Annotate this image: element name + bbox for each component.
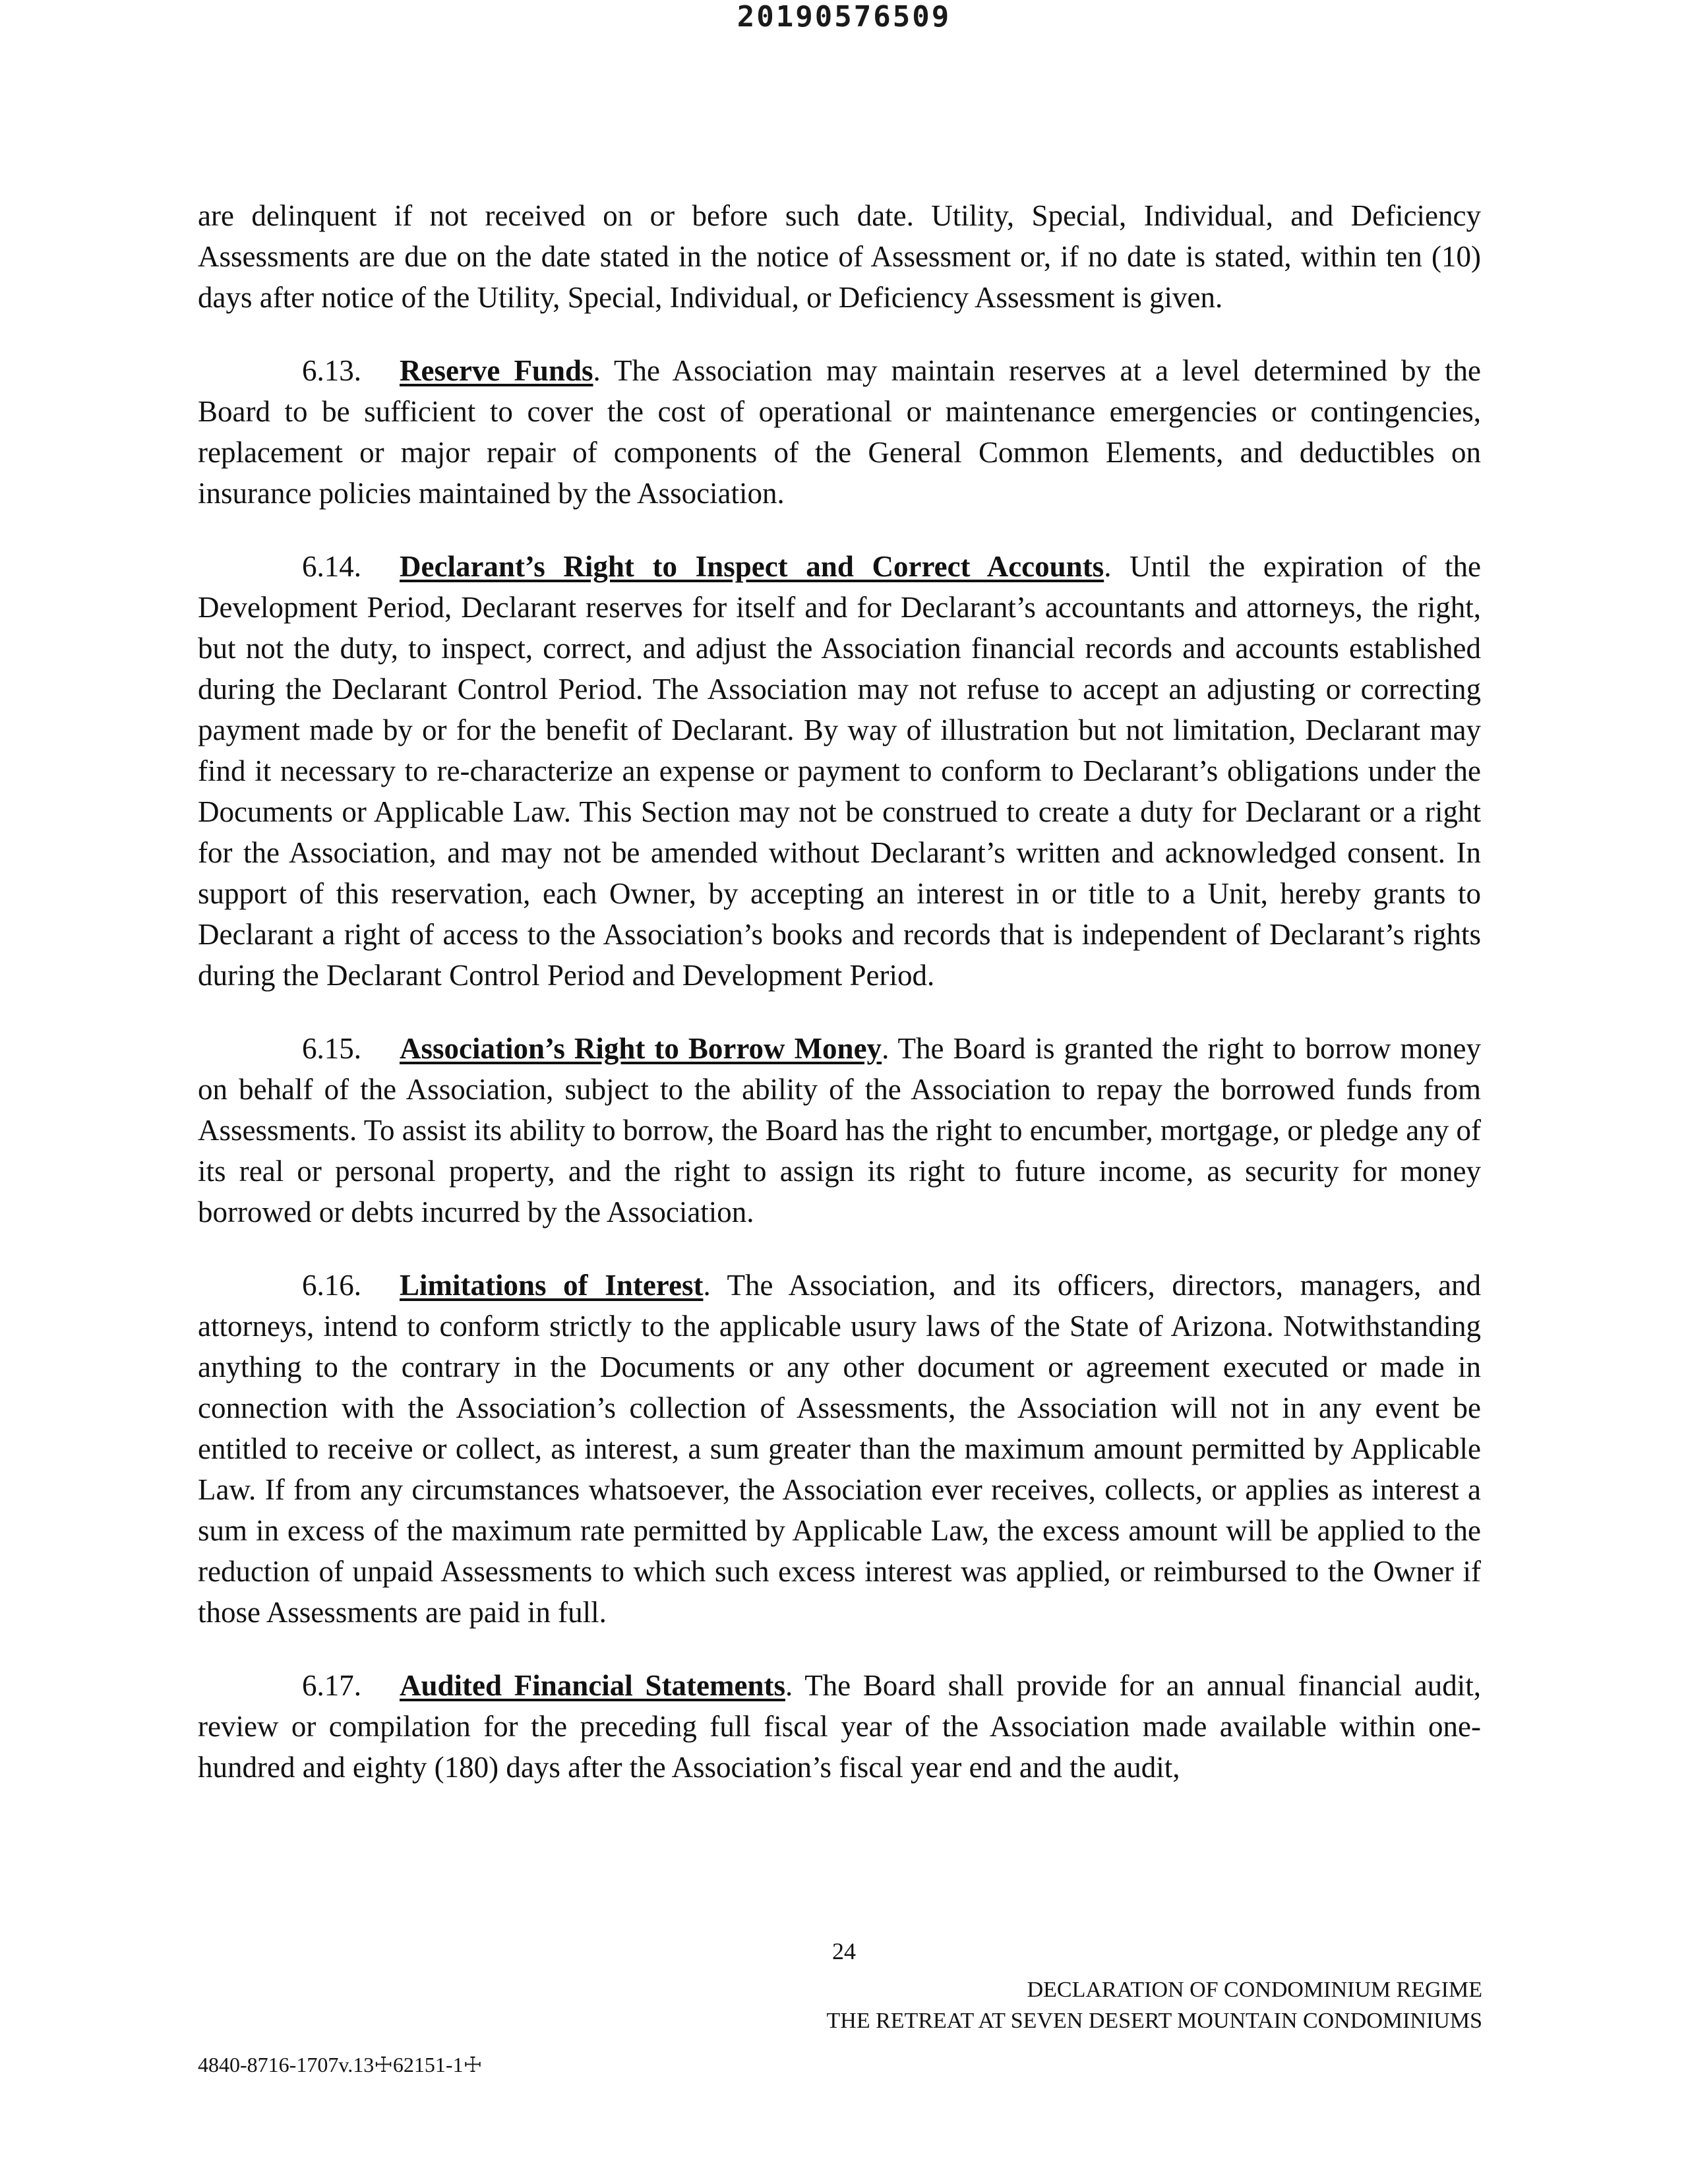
section-6-15: 6.15. Association’s Right to Borrow Money. The Board is granted the right to borrow money on behalf of the Association, subject to the ability of the Association to repay the borrowed funds from Assessments. To assist its ability to borrow, the Board has the right to encumber, mortgage, or pledge any of its real or personal property, and the right to assign its right to future income, as security for money borrowed or debts incurred by the Association. <box>198 1028 1481 1232</box>
section-body: The Board is granted the right to borrow money on behalf of the Association, subject to the ability of the Association to repay the borrowed funds from Assessments. To assist its ability to borrow, the Board has the right to encumber, mortgage, or pledge any of its real or personal property, and the right to assign its right to future income, as security for money borrowed or debts incurred by the Association. <box>198 1032 1482 1228</box>
intro-paragraph: are delinquent if not received on or before such date. Utility, Special, Individual, and Deficiency Assessments are due on the date stated in the notice of Assessment or, if no date is stated, within ten (10) days after notice of the Utility, Special, Individual, or Deficiency Assessment is given. <box>198 199 1481 314</box>
section-number: 6.14. <box>302 550 361 583</box>
recording-number: 20190576509 <box>737 0 951 34</box>
section-6-13: 6.13. Reserve Funds. The Association may maintain reserves at a level determined by the Board to be sufficient to cover the cost of operational or maintenance emergencies or contingencies, replacement or major repair of components of the General Common Elements, and deductibles on insurance policies maintained by the Association. <box>198 350 1481 514</box>
section-body: Until the expiration of the Development Period, Declarant reserves for itself and for Declarant’s accountants and attorneys, the right, but not the duty, to inspect, correct, and adjust the Association financial records and accounts established during the Declarant Control Period. The Association may not refuse to accept an adjusting or correcting payment made by or for the benefit of Declarant. By way of illustration but not limitation, Declarant may find it necessary to re-characterize an expense or payment to conform to Declarant’s obligations under the Documents or Applicable Law. This Section may not be construed to create a duty for Declarant or a right for the Association, and may not be amended without Declarant’s written and acknowledged consent. In support of this reservation, each Owner, by accepting an interest in or title to a Unit, hereby grants to Declarant a right of access to the Association’s books and records that is independent of Declarant’s rights during the Declarant Control Period and Development Period. <box>198 550 1482 992</box>
section-heading: Declarant’s Right to Inspect and Correct Accounts <box>400 550 1104 583</box>
section-heading: Association’s Right to Borrow Money <box>400 1032 882 1065</box>
section-number: 6.13. <box>302 354 361 387</box>
section-6-16: 6.16. Limitations of Interest. The Association, and its officers, directors, managers, and attorneys, intend to conform strictly to the applicable usury laws of the State of Arizona. Notwithstanding anything to the contrary in the Documents or any other document or agreement executed or made in connection with the Association’s collection of Assessments, the Association will not in any event be entitled to receive or collect, as interest, a sum greater than the maximum amount permitted by Applicable Law. If from any circumstances whatsoever, the Association ever receives, collects, or applies as interest a sum in excess of the maximum rate permitted by Applicable Law, the excess amount will be applied to the reduction of unpaid Assessments to which such excess interest was applied, or reimbursed to the Owner if those Assessments are paid in full. <box>198 1265 1481 1633</box>
footer-title-line-2: THE RETREAT AT SEVEN DESERT MOUNTAIN CONDOMINIUMS <box>826 2009 1482 2033</box>
section-body: The Board shall provide for an annual financial audit, review or compilation for the preceding full fiscal year of the Association made available within one-hundred and eighty (180) days after the Association’s fiscal year end and the audit, <box>198 1669 1482 1784</box>
section-number: 6.16. <box>302 1269 361 1302</box>
page-number: 24 <box>832 1938 856 1964</box>
section-heading: Reserve Funds <box>400 354 593 387</box>
section-body: The Association, and its officers, directors, managers, and attorneys, intend to conform strictly to the applicable usury laws of the State of Arizona. Notwithstanding anything to the contrary in the Documents or any other document or agreement executed or made in connection with the Association’s collection of Assessments, the Association will not in any event be entitled to receive or collect, as interest, a sum greater than the maximum amount permitted by Applicable Law. If from any circumstances whatsoever, the Association ever receives, collects, or applies as interest a sum in excess of the maximum rate permitted by Applicable Law, the excess amount will be applied to the reduction of unpaid Assessments to which such excess interest was applied, or reimbursed to the Owner if those Assessments are paid in full. <box>198 1269 1482 1629</box>
footer-title <box>827 1974 1482 2036</box>
section-number: 6.15. <box>302 1032 361 1065</box>
section-6-17: 6.17. Audited Financial Statements. The Board shall provide for an annual financial audit, review or compilation for the preceding full fiscal year of the Association made available within one-hundred and eighty (180) days after the Association’s fiscal year end and the audit, <box>198 1665 1481 1788</box>
section-number: 6.17. <box>302 1669 361 1702</box>
document-id: 4840-8716-1707v.13☩62151-1☩ <box>198 2053 483 2077</box>
section-body: The Association may maintain reserves at a level determined by the Board to be sufficient to cover the cost of operational or maintenance emergencies or contingencies, replacement or major repair of components of the General Common Elements, and deductibles on insurance policies maintained by the Association. <box>198 354 1482 510</box>
section-6-14: 6.14. Declarant’s Right to Inspect and Correct Accounts. Until the expiration of the Development Period, Declarant reserves for itself and for Declarant’s accountants and attorneys, the right, but not the duty, to inspect, correct, and adjust the Association financial records and accounts established during the Declarant Control Period. The Association may not refuse to accept an adjusting or correcting payment made by or for the benefit of Declarant. By way of illustration but not limitation, Declarant may find it necessary to re-characterize an expense or payment to conform to Declarant’s obligations under the Documents or Applicable Law. This Section may not be construed to create a duty for Declarant or a right for the Association, and may not be amended without Declarant’s written and acknowledged consent. In support of this reservation, each Owner, by accepting an interest in or title to a Unit, hereby grants to Declarant a right of access to the Association’s books and records that is independent of Declarant’s rights during the Declarant Control Period and Development Period. <box>198 546 1481 996</box>
section-heading: Audited Financial Statements <box>400 1669 785 1702</box>
section-heading: Limitations of Interest <box>400 1269 704 1302</box>
document-body <box>198 195 1481 1820</box>
footer-title-line-1: DECLARATION OF CONDOMINIUM REGIME <box>1027 1978 1482 2002</box>
